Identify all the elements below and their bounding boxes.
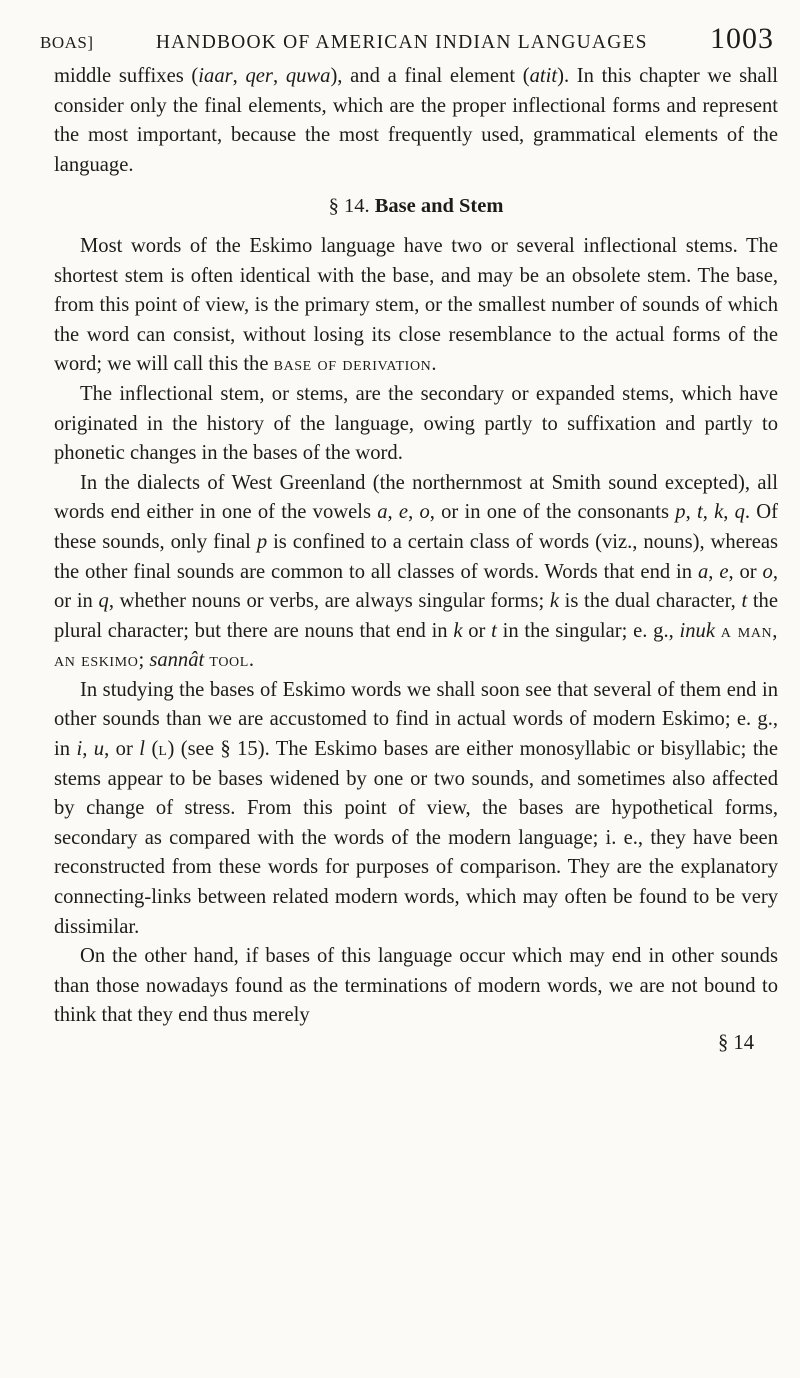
header-title: HANDBOOK OF AMERICAN INDIAN LANGUAGES	[155, 32, 648, 53]
paragraph-other-hand: On the other hand, if bases of this language occur which may end in other sounds than those nowadays found as the terminations of modern words, we are not bound to think that they end thus merely	[54, 945, 778, 1027]
paragraph-continued: middle suffixes (iaar, qer, quwa), and a final element (atit). In this chapter we shall consider only the final elements, which are the proper inflectional forms and represent the most important, because the most frequently used, grammatical elements of the language.	[54, 65, 779, 176]
page-body	[54, 62, 778, 1059]
section-title-text: Base and Stem	[374, 195, 504, 218]
paragraph-west-greenland: In the dialects of West Greenland (the northernmost at Smith sound excepted), all words end either in one of the vowels a, e, o, or in one of the consonants p, t, k, q. Of these sounds, only final p is confined to a certain class of words (viz., nouns), whereas the other final sounds are common to all classes of words. Words that end in a, e, or o, or in q, whether nouns or verbs, are always singular forms; k is the dual character, t the plural character; but there are nouns that end in k or t in the singular; e. g., inuk a man, an eskimo; sannât tool.	[54, 471, 779, 672]
paragraph-inflectional-stem: The inflectional stem, or stems, are the secondary or expanded stems, which have originated in the history of the language, owing partly to suffixation and partly to phonetic changes in the bases of the word.	[54, 382, 778, 465]
paragraph-bases: In studying the bases of Eskimo words we shall soon see that several of them end in other sounds than we are accustomed to find in actual words of modern Eskimo; e. g., in i, u, or l (l) (see § 15). The Eskimo bases are either monosyllabic or bisyllabic; the stems appear to be bases widened by one or two sounds, and sometimes also affected by change of stress. From this point of view, the bases are hypothetical forms, secondary as compared with the words of the modern language; i. e., they have been reconstructed from these words for purposes of comparison. They are the explanatory connecting-links between related modern words, which may often be found to be very dissimilar.	[54, 678, 778, 938]
section-heading	[54, 192, 778, 222]
paragraph-base-stem: Most words of the Eskimo language have two or several inflectional stems. The shortest stem is often identical with the base, and may be an obsolete stem. The base, from this point of view, is the primary stem, or the smallest number of sounds of which the word can consist, without losing its close resemblance to the actual forms of the word; we will call this the base of derivation.	[54, 234, 778, 376]
section-mark: § 14.	[328, 195, 370, 218]
page-number: 1003	[710, 22, 774, 55]
running-header	[40, 22, 774, 56]
footer-signature: § 14	[717, 1032, 754, 1054]
header-author: BOAS]	[40, 33, 94, 52]
